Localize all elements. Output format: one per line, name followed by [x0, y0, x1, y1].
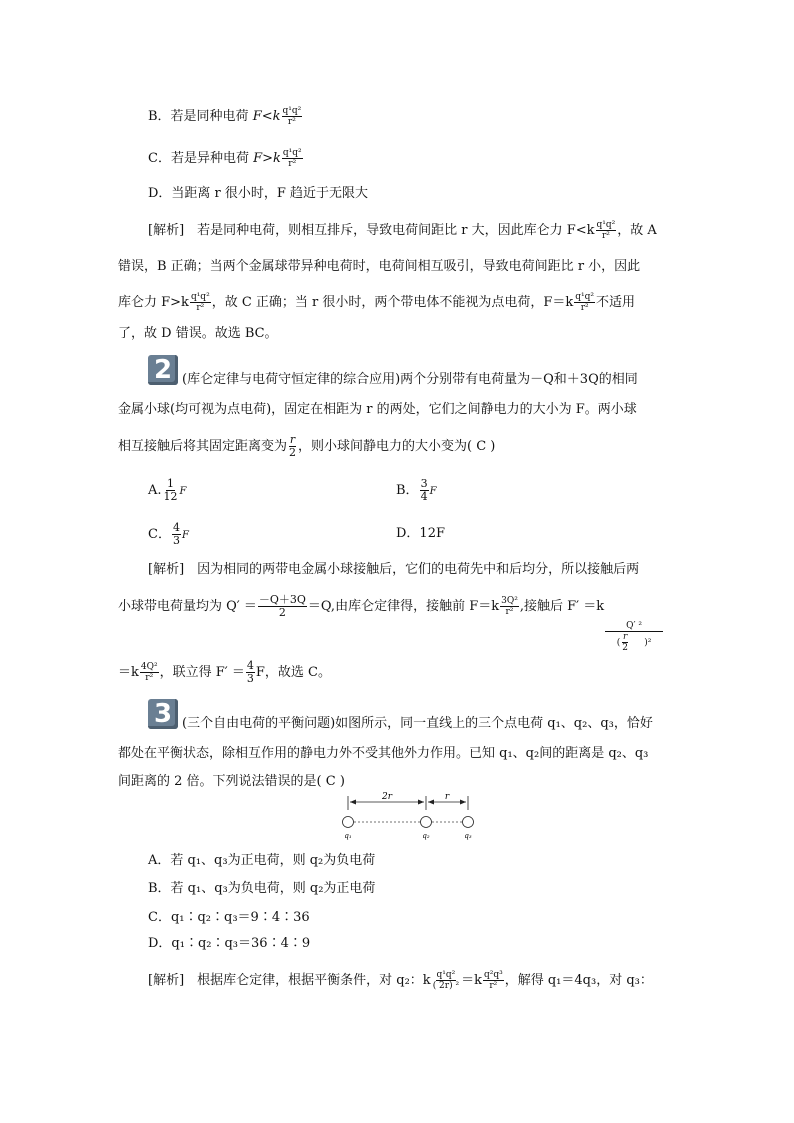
text: [解析] 若是同种电荷，则相互排斥，导致电荷间距比 r 大，因此库仑力 F<k [148, 223, 595, 238]
frac-den-nested: ( $\frac{r}{2}$ )² [616, 632, 652, 653]
fraction [172, 522, 181, 547]
question-number-badge-3: 3 [148, 699, 178, 729]
text: ，故 A [617, 223, 657, 238]
frac-den: r² [145, 673, 154, 683]
q3-option-a: A．若 q₁、q₃为正电荷，则 q₂为负电荷 [148, 853, 376, 868]
text: ＝Q,由库仑定律得，接触前 F＝k [307, 599, 500, 614]
fraction-nested [605, 621, 663, 653]
text: 相互接触后将其固定距离变为 [118, 439, 288, 454]
question-number-badge-2: 2 [148, 355, 178, 385]
q2-explain-line-2 [118, 594, 664, 653]
frac-den: r² [601, 231, 610, 241]
arrow-right-icon [460, 800, 466, 805]
text: ＝k [118, 665, 139, 680]
fraction [190, 292, 211, 313]
frac-num: 3 [420, 477, 428, 490]
fraction [596, 220, 617, 241]
text: [解析] 根据库仑定律，根据平衡条件，对 q₂：k [148, 973, 431, 988]
frac-num: q¹q² [596, 220, 616, 230]
frac-den: 2 [278, 606, 286, 619]
label: C． [148, 527, 171, 542]
frac-den: ( 2r) ² [432, 981, 460, 991]
frac-den: r² [505, 607, 514, 617]
text: F，故选 C。 [255, 665, 331, 680]
label-2r: 2r [381, 792, 393, 802]
frac-den: 3 [172, 534, 180, 547]
q3-stem-line-1: (三个自由电荷的平衡问题)如图所示，同一直线上的三个点电荷 q₁、q₂、q₃，恰好 [182, 716, 653, 731]
fraction [432, 970, 460, 991]
q1-explain-line-2: 错误，B 正确；当两个金属球带异种电荷时，电荷间相互吸引，导致电荷间距比 r 小，因此 [118, 259, 641, 274]
fraction [483, 970, 504, 991]
text: ＝k [461, 973, 482, 988]
fraction [574, 292, 595, 313]
q2-stem-line-3 [118, 434, 495, 459]
q1-explain-line-4: 了，故 D 错误。故选 BC。 [118, 326, 278, 341]
label-q3: q₃ [464, 832, 472, 840]
frac-num: 4 [246, 659, 254, 672]
q2-option-c [148, 522, 189, 547]
frac-num: q¹q² [282, 148, 302, 158]
q1-option-c-rel: F>k [253, 151, 281, 166]
q1-option-d: D．当距离 r 很小时，F 趋近于无限大 [148, 186, 369, 201]
q1-explain-line-3 [118, 292, 635, 313]
label-r: r [444, 792, 450, 802]
q3-option-b: B．若 q₁、q₃为负电荷，则 q₂为正电荷 [148, 881, 376, 896]
frac-den: 4 [420, 490, 428, 503]
text: ,接触后 F′ ＝k [519, 599, 605, 614]
charge-diagram [336, 792, 486, 842]
text: 不适用 [596, 295, 636, 310]
frac-num: 3Q² [501, 596, 518, 606]
text: 小球带电荷量均为 Q′ ＝ [118, 599, 257, 614]
charge-q1 [343, 817, 354, 828]
frac-num: q¹q² [282, 106, 302, 116]
q2-option-b [396, 478, 437, 503]
frac-num: 4 [172, 521, 180, 534]
q3-stem-line-2: 都处在平衡状态，除相互作用的静电力外不受其他外力作用。已知 q₁、q₂间的距离是 q₂、q₃ [118, 746, 649, 761]
frac-num: 4Q² [140, 662, 158, 672]
q2-stem-line-1: (库仑定律与电荷守恒定律的综合应用)两个分别带有电荷量为－Q和＋3Q的相同 [182, 372, 638, 387]
q1-explain-line-1 [148, 220, 657, 241]
frac-num: 1 [167, 477, 175, 490]
arrow-left-icon [428, 800, 434, 805]
frac-den: 2 [289, 446, 297, 459]
var: F [181, 530, 189, 541]
frac-num: q²q³ [483, 970, 503, 980]
frac-den: 2 [622, 643, 628, 653]
q3-option-c: C．q₁∶q₂∶q₃＝9∶4∶36 [148, 910, 310, 925]
frac-num: Q′ ² [605, 621, 663, 632]
q3-option-d: D．q₁∶q₂∶q₃＝36∶4∶9 [148, 936, 311, 951]
label-q2: q₂ [422, 832, 430, 840]
text: ，解得 q₁＝4q₃，对 q₃： [504, 973, 653, 988]
text: ，故 C 正确；当 r 很小时，两个带电体不能视为点电荷，F＝k [211, 295, 574, 310]
var: F [179, 486, 187, 497]
fraction [288, 434, 297, 459]
label: B． [396, 483, 419, 498]
frac-den: 3 [246, 672, 254, 685]
q1-option-c [148, 148, 304, 169]
fraction [140, 662, 159, 683]
frac-den: r² [489, 981, 498, 991]
q1-option-c-text: C．若是异种电荷 [148, 151, 249, 166]
fraction [258, 594, 307, 619]
q2-stem-line-2: 金属小球(均可视为点电荷)，固定在相距为 r 的两处，它们之间静电力的大小为 F。两小球 [118, 402, 637, 417]
fraction [163, 478, 179, 503]
fraction-inner [621, 632, 629, 653]
q2-option-d: D．12F [396, 526, 445, 541]
text: ，联立得 F′ ＝ [159, 665, 245, 680]
var: F [429, 486, 437, 497]
label: A. [148, 483, 162, 498]
fraction [246, 660, 255, 685]
frac-num: r [289, 433, 296, 446]
q1-option-b [148, 106, 303, 127]
frac-den: r² [580, 303, 589, 313]
frac-den: r² [287, 117, 296, 127]
frac-num: q¹q² [575, 292, 595, 302]
arrow-left-icon [350, 800, 356, 805]
fraction [420, 478, 429, 503]
charge-q2 [421, 817, 432, 828]
label-q1: q₁ [344, 832, 352, 840]
q2-option-a [148, 478, 186, 503]
frac-num: －Q＋3Q [258, 593, 306, 606]
q2-explain-line-3 [118, 660, 331, 685]
q1-option-c-fraction [282, 148, 303, 169]
frac-den: r² [288, 159, 297, 169]
frac-den: 12 [163, 490, 178, 503]
frac-num: q¹q² [436, 970, 456, 980]
q1-option-b-rel: F<k [252, 109, 281, 124]
frac-den: r² [196, 303, 205, 313]
q3-stem-line-3: 间距离的 2 倍。下列说法错误的是( C ) [118, 774, 345, 789]
frac-num: r [622, 632, 628, 642]
text: ，则小球间静电力的大小变为( C ) [298, 439, 496, 454]
q1-option-b-text: B．若是同种电荷 [148, 109, 249, 124]
charge-q3 [463, 817, 474, 828]
fraction [500, 596, 519, 617]
q2-explain-line-1: [解析] 因为相同的两带电金属小球接触后，它们的电荷先中和后均分，所以接触后两 [148, 562, 640, 577]
frac-num: q¹q² [190, 292, 210, 302]
q3-explain-line-1 [148, 970, 653, 991]
arrow-right-icon [418, 800, 424, 805]
text: 库仑力 F>k [118, 295, 189, 310]
q1-option-b-fraction [282, 106, 303, 127]
